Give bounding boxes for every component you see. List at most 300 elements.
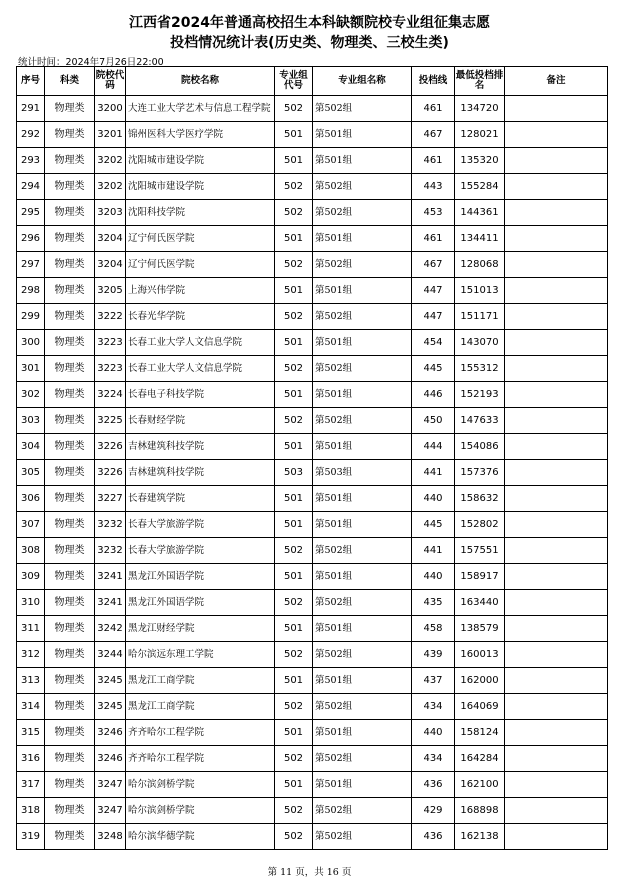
cell-note — [505, 538, 608, 564]
header-score: 投档线 — [412, 67, 455, 96]
cell-score: 437 — [412, 668, 455, 694]
cell-group-name: 第502组 — [313, 798, 412, 824]
cell-group-code: 501 — [275, 278, 313, 304]
cell-min-rank: 134720 — [455, 96, 505, 122]
document-title: 江西省2024年普通高校招生本科缺额院校专业组征集志愿 — [129, 15, 490, 31]
cell-min-rank: 157376 — [455, 460, 505, 486]
cell-school-name: 长春大学旅游学院 — [126, 538, 275, 564]
cell-school-name: 哈尔滨剑桥学院 — [126, 772, 275, 798]
cell-category: 物理类 — [45, 408, 95, 434]
cell-min-rank: 157551 — [455, 538, 505, 564]
table-row — [17, 720, 608, 746]
cell-note — [505, 252, 608, 278]
table-row — [17, 330, 608, 356]
cell-school-code: 3201 — [95, 122, 126, 148]
cell-min-rank: 158124 — [455, 720, 505, 746]
cell-category: 物理类 — [45, 590, 95, 616]
table-row — [17, 772, 608, 798]
cell-school-code: 3203 — [95, 200, 126, 226]
table-row — [17, 668, 608, 694]
cell-min-rank: 143070 — [455, 330, 505, 356]
cell-school-code: 3242 — [95, 616, 126, 642]
cell-group-code: 501 — [275, 226, 313, 252]
cell-school-name: 长春大学旅游学院 — [126, 512, 275, 538]
cell-seq: 300 — [17, 330, 45, 356]
cell-seq: 307 — [17, 512, 45, 538]
cell-seq: 292 — [17, 122, 45, 148]
cell-group-name: 第502组 — [313, 96, 412, 122]
table-row — [17, 590, 608, 616]
cell-school-name: 哈尔滨华德学院 — [126, 824, 275, 850]
table-row — [17, 616, 608, 642]
cell-group-name: 第502组 — [313, 538, 412, 564]
cell-min-rank: 147633 — [455, 408, 505, 434]
cell-min-rank: 151013 — [455, 278, 505, 304]
table-row — [17, 434, 608, 460]
cell-school-name: 哈尔滨剑桥学院 — [126, 798, 275, 824]
cell-seq: 297 — [17, 252, 45, 278]
table-row — [17, 382, 608, 408]
cell-score: 445 — [412, 512, 455, 538]
cell-min-rank: 162138 — [455, 824, 505, 850]
header-group-code: 专业组代号 — [275, 67, 313, 96]
cell-note — [505, 304, 608, 330]
cell-group-name: 第502组 — [313, 174, 412, 200]
header-school-name: 院校名称 — [126, 67, 275, 96]
cell-school-code: 3246 — [95, 746, 126, 772]
cell-group-code: 501 — [275, 434, 313, 460]
cell-note — [505, 356, 608, 382]
cell-category: 物理类 — [45, 720, 95, 746]
cell-note — [505, 746, 608, 772]
table-row — [17, 564, 608, 590]
cell-group-code: 501 — [275, 772, 313, 798]
cell-score: 467 — [412, 122, 455, 148]
cell-note — [505, 694, 608, 720]
table-row — [17, 96, 608, 122]
cell-school-code: 3227 — [95, 486, 126, 512]
header-min-rank: 最低投档排名 — [455, 67, 505, 96]
cell-category: 物理类 — [45, 772, 95, 798]
cell-score: 444 — [412, 434, 455, 460]
cell-group-code: 501 — [275, 720, 313, 746]
cell-category: 物理类 — [45, 148, 95, 174]
cell-school-name: 黑龙江外国语学院 — [126, 590, 275, 616]
cell-school-name: 大连工业大学艺术与信息工程学院 — [126, 96, 275, 122]
cell-note — [505, 148, 608, 174]
cell-seq: 293 — [17, 148, 45, 174]
cell-group-code: 502 — [275, 200, 313, 226]
cell-group-code: 502 — [275, 824, 313, 850]
cell-note — [505, 174, 608, 200]
cell-category: 物理类 — [45, 434, 95, 460]
header-group-name: 专业组名称 — [313, 67, 412, 96]
cell-note — [505, 330, 608, 356]
cell-note — [505, 512, 608, 538]
cell-category: 物理类 — [45, 486, 95, 512]
table-row — [17, 746, 608, 772]
cell-group-code: 502 — [275, 642, 313, 668]
cell-group-name: 第502组 — [313, 642, 412, 668]
cell-school-name: 辽宁何氏医学院 — [126, 252, 275, 278]
header-note: 备注 — [505, 67, 608, 96]
cell-category: 物理类 — [45, 226, 95, 252]
table-row — [17, 148, 608, 174]
cell-group-name: 第502组 — [313, 746, 412, 772]
cell-min-rank: 158917 — [455, 564, 505, 590]
cell-seq: 315 — [17, 720, 45, 746]
cell-category: 物理类 — [45, 460, 95, 486]
cell-school-name: 沈阳城市建设学院 — [126, 174, 275, 200]
cell-min-rank: 164284 — [455, 746, 505, 772]
cell-category: 物理类 — [45, 278, 95, 304]
cell-min-rank: 162000 — [455, 668, 505, 694]
cell-school-code: 3226 — [95, 460, 126, 486]
cell-group-name: 第501组 — [313, 512, 412, 538]
cell-school-name: 齐齐哈尔工程学院 — [126, 720, 275, 746]
cell-min-rank: 151171 — [455, 304, 505, 330]
cell-school-code: 3226 — [95, 434, 126, 460]
cell-school-name: 长春建筑学院 — [126, 486, 275, 512]
cell-seq: 318 — [17, 798, 45, 824]
cell-group-name: 第501组 — [313, 486, 412, 512]
cell-score: 434 — [412, 694, 455, 720]
cell-category: 物理类 — [45, 200, 95, 226]
cell-category: 物理类 — [45, 798, 95, 824]
cell-note — [505, 564, 608, 590]
cell-seq: 310 — [17, 590, 45, 616]
cell-seq: 298 — [17, 278, 45, 304]
cell-seq: 314 — [17, 694, 45, 720]
cell-group-code: 501 — [275, 616, 313, 642]
admission-table — [16, 66, 608, 850]
cell-note — [505, 720, 608, 746]
cell-group-code: 501 — [275, 486, 313, 512]
table-header-row — [17, 67, 608, 96]
cell-group-name: 第501组 — [313, 772, 412, 798]
cell-school-code: 3222 — [95, 304, 126, 330]
cell-group-code: 502 — [275, 174, 313, 200]
cell-school-name: 长春工业大学人文信息学院 — [126, 356, 275, 382]
cell-school-name: 锦州医科大学医疗学院 — [126, 122, 275, 148]
cell-score: 454 — [412, 330, 455, 356]
cell-category: 物理类 — [45, 174, 95, 200]
cell-min-rank: 158632 — [455, 486, 505, 512]
cell-school-code: 3204 — [95, 226, 126, 252]
cell-school-name: 辽宁何氏医学院 — [126, 226, 275, 252]
cell-min-rank: 138579 — [455, 616, 505, 642]
cell-school-code: 3232 — [95, 538, 126, 564]
cell-school-code: 3244 — [95, 642, 126, 668]
cell-min-rank: 152193 — [455, 382, 505, 408]
cell-category: 物理类 — [45, 564, 95, 590]
cell-category: 物理类 — [45, 616, 95, 642]
cell-seq: 316 — [17, 746, 45, 772]
cell-category: 物理类 — [45, 746, 95, 772]
table-row — [17, 356, 608, 382]
cell-seq: 317 — [17, 772, 45, 798]
cell-school-code: 3224 — [95, 382, 126, 408]
cell-school-name: 长春光华学院 — [126, 304, 275, 330]
cell-group-code: 501 — [275, 512, 313, 538]
cell-group-code: 501 — [275, 148, 313, 174]
cell-seq: 308 — [17, 538, 45, 564]
cell-group-code: 502 — [275, 252, 313, 278]
cell-school-name: 长春电子科技学院 — [126, 382, 275, 408]
cell-group-code: 502 — [275, 798, 313, 824]
cell-group-name: 第501组 — [313, 278, 412, 304]
cell-note — [505, 590, 608, 616]
cell-school-code: 3246 — [95, 720, 126, 746]
cell-category: 物理类 — [45, 382, 95, 408]
cell-score: 439 — [412, 642, 455, 668]
cell-group-name: 第502组 — [313, 408, 412, 434]
cell-note — [505, 226, 608, 252]
cell-category: 物理类 — [45, 824, 95, 850]
page-footer: 第 11 页，共 16 页 — [267, 867, 352, 878]
cell-group-name: 第502组 — [313, 304, 412, 330]
cell-group-name: 第501组 — [313, 668, 412, 694]
cell-group-code: 501 — [275, 564, 313, 590]
cell-min-rank: 160013 — [455, 642, 505, 668]
cell-category: 物理类 — [45, 668, 95, 694]
cell-score: 445 — [412, 356, 455, 382]
cell-seq: 309 — [17, 564, 45, 590]
cell-note — [505, 460, 608, 486]
cell-group-name: 第502组 — [313, 824, 412, 850]
cell-seq: 306 — [17, 486, 45, 512]
header-school-code: 院校代码 — [95, 67, 126, 96]
cell-note — [505, 200, 608, 226]
cell-note — [505, 408, 608, 434]
cell-score: 450 — [412, 408, 455, 434]
cell-group-name: 第501组 — [313, 122, 412, 148]
cell-group-code: 502 — [275, 356, 313, 382]
table-row — [17, 226, 608, 252]
cell-group-name: 第502组 — [313, 356, 412, 382]
cell-school-name: 黑龙江工商学院 — [126, 668, 275, 694]
table-row — [17, 278, 608, 304]
cell-group-code: 502 — [275, 590, 313, 616]
cell-group-code: 501 — [275, 668, 313, 694]
cell-school-name: 吉林建筑科技学院 — [126, 434, 275, 460]
cell-score: 436 — [412, 824, 455, 850]
cell-school-name: 沈阳城市建设学院 — [126, 148, 275, 174]
cell-seq: 303 — [17, 408, 45, 434]
cell-score: 458 — [412, 616, 455, 642]
table-row — [17, 122, 608, 148]
cell-min-rank: 155284 — [455, 174, 505, 200]
cell-seq: 296 — [17, 226, 45, 252]
cell-min-rank: 168898 — [455, 798, 505, 824]
cell-min-rank: 128068 — [455, 252, 505, 278]
cell-score: 453 — [412, 200, 455, 226]
cell-category: 物理类 — [45, 694, 95, 720]
cell-min-rank: 164069 — [455, 694, 505, 720]
table-row — [17, 408, 608, 434]
cell-seq: 302 — [17, 382, 45, 408]
cell-min-rank: 155312 — [455, 356, 505, 382]
cell-group-name: 第501组 — [313, 226, 412, 252]
cell-min-rank: 128021 — [455, 122, 505, 148]
cell-note — [505, 772, 608, 798]
cell-min-rank: 135320 — [455, 148, 505, 174]
cell-note — [505, 382, 608, 408]
cell-category: 物理类 — [45, 304, 95, 330]
cell-category: 物理类 — [45, 512, 95, 538]
cell-school-name: 黑龙江财经学院 — [126, 616, 275, 642]
cell-seq: 295 — [17, 200, 45, 226]
cell-note — [505, 486, 608, 512]
cell-note — [505, 668, 608, 694]
cell-school-name: 哈尔滨远东理工学院 — [126, 642, 275, 668]
cell-seq: 319 — [17, 824, 45, 850]
cell-category: 物理类 — [45, 642, 95, 668]
cell-group-name: 第501组 — [313, 616, 412, 642]
cell-school-code: 3245 — [95, 694, 126, 720]
cell-note — [505, 798, 608, 824]
cell-score: 461 — [412, 96, 455, 122]
table-row — [17, 694, 608, 720]
table-row — [17, 824, 608, 850]
table-row — [17, 512, 608, 538]
cell-group-name: 第502组 — [313, 590, 412, 616]
cell-school-name: 上海兴伟学院 — [126, 278, 275, 304]
cell-category: 物理类 — [45, 122, 95, 148]
cell-group-name: 第503组 — [313, 460, 412, 486]
cell-seq: 304 — [17, 434, 45, 460]
cell-school-code: 3202 — [95, 174, 126, 200]
cell-category: 物理类 — [45, 330, 95, 356]
cell-school-name: 沈阳科技学院 — [126, 200, 275, 226]
cell-seq: 313 — [17, 668, 45, 694]
cell-school-code: 3247 — [95, 772, 126, 798]
cell-group-code: 503 — [275, 460, 313, 486]
cell-group-code: 502 — [275, 304, 313, 330]
cell-school-code: 3205 — [95, 278, 126, 304]
cell-school-code: 3241 — [95, 564, 126, 590]
cell-group-name: 第502组 — [313, 694, 412, 720]
cell-category: 物理类 — [45, 356, 95, 382]
cell-school-code: 3241 — [95, 590, 126, 616]
cell-group-name: 第501组 — [313, 564, 412, 590]
cell-seq: 294 — [17, 174, 45, 200]
cell-group-code: 502 — [275, 746, 313, 772]
cell-min-rank: 152802 — [455, 512, 505, 538]
cell-school-name: 长春工业大学人文信息学院 — [126, 330, 275, 356]
cell-score: 435 — [412, 590, 455, 616]
cell-school-code: 3248 — [95, 824, 126, 850]
cell-note — [505, 616, 608, 642]
cell-score: 429 — [412, 798, 455, 824]
cell-score: 461 — [412, 226, 455, 252]
cell-category: 物理类 — [45, 252, 95, 278]
cell-note — [505, 122, 608, 148]
cell-min-rank: 144361 — [455, 200, 505, 226]
cell-group-code: 502 — [275, 694, 313, 720]
cell-category: 物理类 — [45, 538, 95, 564]
cell-school-code: 3225 — [95, 408, 126, 434]
cell-group-code: 501 — [275, 330, 313, 356]
cell-note — [505, 278, 608, 304]
cell-school-code: 3232 — [95, 512, 126, 538]
table-row — [17, 252, 608, 278]
cell-score: 440 — [412, 720, 455, 746]
cell-score: 434 — [412, 746, 455, 772]
cell-min-rank: 134411 — [455, 226, 505, 252]
table-row — [17, 486, 608, 512]
cell-group-name: 第501组 — [313, 148, 412, 174]
cell-group-code: 501 — [275, 382, 313, 408]
cell-score: 441 — [412, 538, 455, 564]
statistics-timestamp: 统计时间：2024年7月26日22:00 — [18, 57, 164, 68]
cell-score: 440 — [412, 564, 455, 590]
table-row — [17, 798, 608, 824]
cell-school-code: 3223 — [95, 356, 126, 382]
cell-note — [505, 96, 608, 122]
cell-seq: 291 — [17, 96, 45, 122]
cell-min-rank: 163440 — [455, 590, 505, 616]
cell-group-name: 第502组 — [313, 252, 412, 278]
cell-group-code: 501 — [275, 122, 313, 148]
cell-note — [505, 824, 608, 850]
table-row — [17, 200, 608, 226]
cell-school-code: 3204 — [95, 252, 126, 278]
header-seq: 序号 — [17, 67, 45, 96]
cell-group-name: 第501组 — [313, 382, 412, 408]
table-row — [17, 642, 608, 668]
cell-school-name: 齐齐哈尔工程学院 — [126, 746, 275, 772]
cell-group-name: 第501组 — [313, 720, 412, 746]
cell-score: 443 — [412, 174, 455, 200]
cell-group-code: 502 — [275, 408, 313, 434]
cell-school-code: 3202 — [95, 148, 126, 174]
cell-score: 447 — [412, 304, 455, 330]
cell-group-code: 502 — [275, 538, 313, 564]
table-row — [17, 174, 608, 200]
cell-school-code: 3223 — [95, 330, 126, 356]
cell-school-name: 黑龙江工商学院 — [126, 694, 275, 720]
cell-category: 物理类 — [45, 96, 95, 122]
table-row — [17, 304, 608, 330]
cell-note — [505, 642, 608, 668]
cell-score: 446 — [412, 382, 455, 408]
cell-school-name: 黑龙江外国语学院 — [126, 564, 275, 590]
cell-score: 461 — [412, 148, 455, 174]
cell-group-code: 502 — [275, 96, 313, 122]
cell-group-name: 第501组 — [313, 330, 412, 356]
cell-seq: 305 — [17, 460, 45, 486]
cell-seq: 311 — [17, 616, 45, 642]
cell-school-code: 3245 — [95, 668, 126, 694]
cell-group-name: 第502组 — [313, 200, 412, 226]
cell-school-code: 3247 — [95, 798, 126, 824]
document-subtitle: 投档情况统计表(历史类、物理类、三校生类) — [170, 35, 449, 51]
cell-min-rank: 154086 — [455, 434, 505, 460]
cell-school-name: 长春财经学院 — [126, 408, 275, 434]
cell-score: 440 — [412, 486, 455, 512]
cell-seq: 312 — [17, 642, 45, 668]
cell-group-name: 第501组 — [313, 434, 412, 460]
cell-score: 441 — [412, 460, 455, 486]
cell-note — [505, 434, 608, 460]
header-category: 科类 — [45, 67, 95, 96]
cell-score: 447 — [412, 278, 455, 304]
cell-score: 467 — [412, 252, 455, 278]
cell-seq: 299 — [17, 304, 45, 330]
table-row — [17, 460, 608, 486]
table-row — [17, 538, 608, 564]
